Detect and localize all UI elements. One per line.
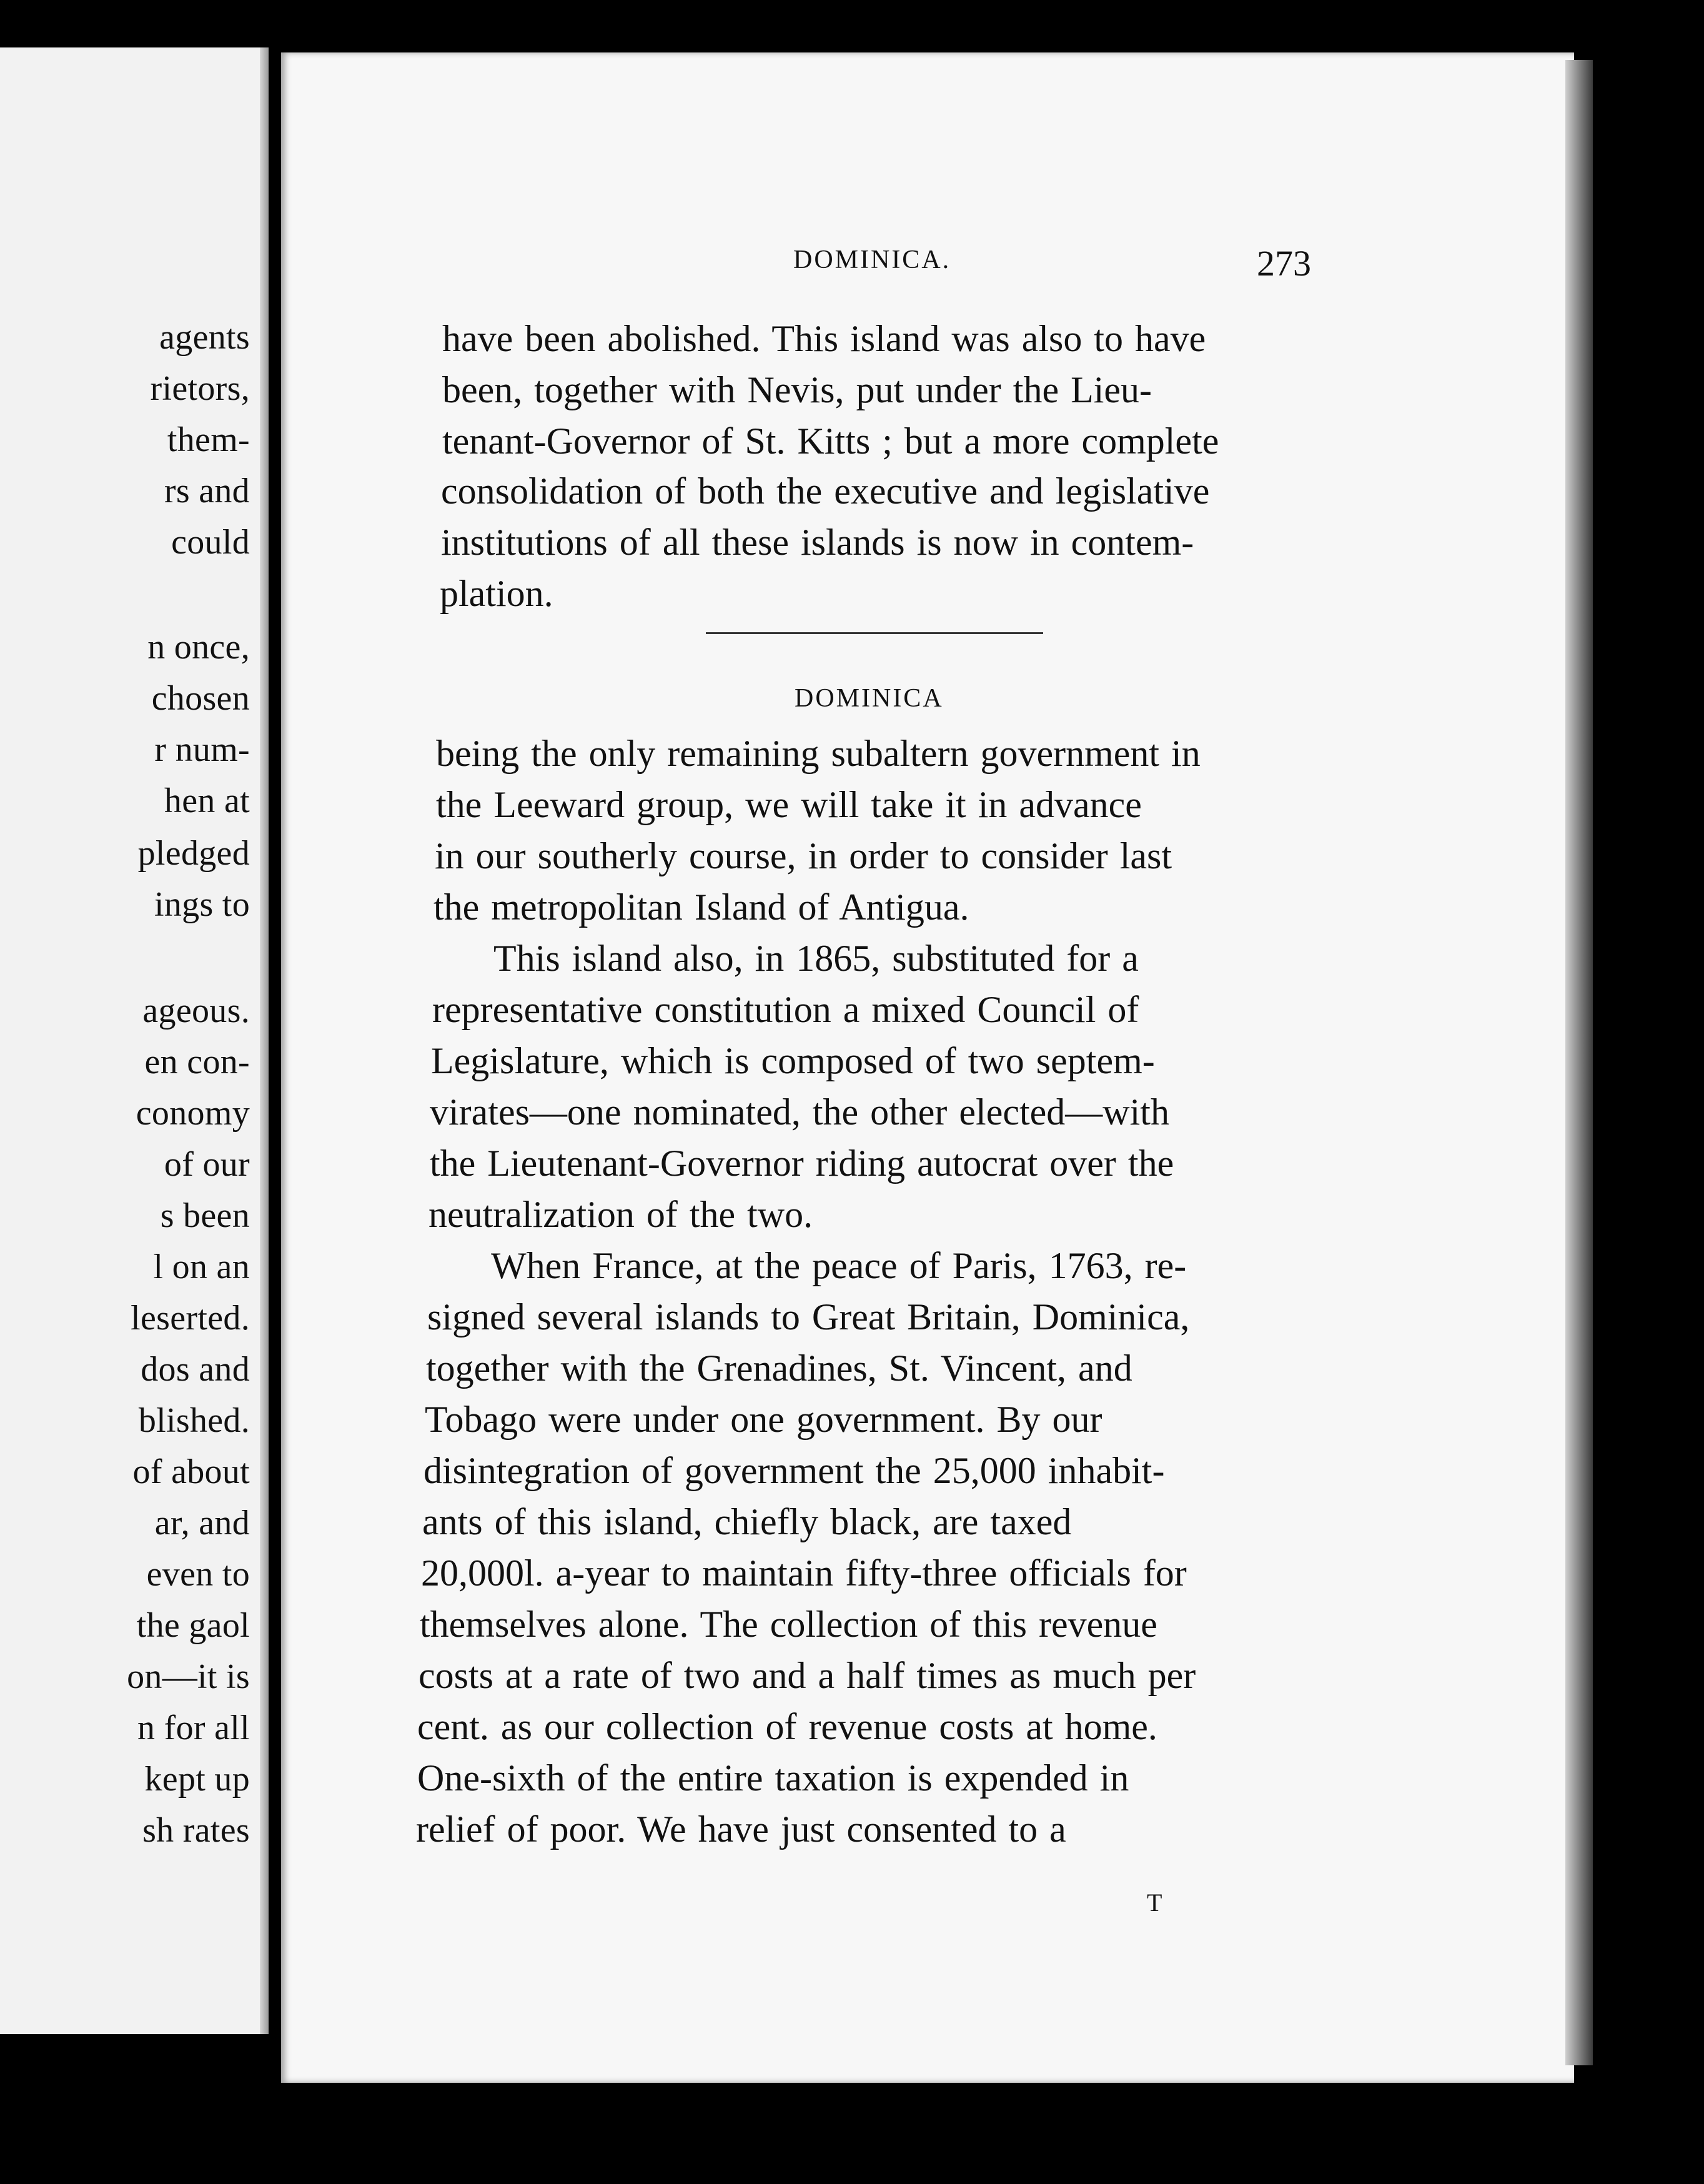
body-line: together with the Grenadines, St. Vincent, and [426, 1348, 1132, 1389]
body-line: been, together with Nevis, put under the Lieu- [442, 369, 1152, 410]
body-line: relief of poor. We have just consented to a [416, 1809, 1066, 1850]
body-line: the metropolitan Island of Antigua. [433, 886, 969, 928]
left-page-line: hen at [164, 782, 250, 820]
left-page-line: rietors, [150, 369, 250, 408]
left-page-line: s been [160, 1196, 250, 1235]
book-gutter [260, 47, 269, 2034]
left-page-line: rs and [164, 472, 250, 510]
body-line: institutions of all these islands is now in contem- [441, 522, 1194, 563]
body-line: themselves alone. The collection of this revenue [420, 1604, 1157, 1645]
body-line: tenant-Governor of St. Kitts ; but a more complete [442, 420, 1219, 462]
left-page-line: pledged [137, 834, 250, 873]
left-page-line: en con- [144, 1043, 250, 1081]
body-line: Tobago were under one government. By our [425, 1399, 1102, 1440]
body-line: When France, at the peace of Paris, 1763, re- [491, 1245, 1187, 1286]
body-line: This island also, in 1865, substituted for a [493, 938, 1139, 979]
left-page-line: n once, [147, 628, 250, 667]
body-line: representative constitution a mixed Council of [432, 989, 1139, 1030]
section-heading: DOMINICA [795, 684, 944, 713]
left-page-line: chosen [151, 679, 250, 718]
left-page-line: r num- [154, 730, 250, 769]
left-page-line: n for all [137, 1709, 250, 1747]
body-line: the Lieutenant-Governor riding autocrat over the [430, 1143, 1174, 1184]
body-line: disintegration of government the 25,000 inhabit- [424, 1450, 1165, 1491]
body-line: the Leeward group, we will take it in advance [436, 784, 1142, 825]
left-page-line: sh rates [142, 1811, 250, 1850]
body-line: consolidation of both the executive and legislative [441, 470, 1210, 512]
body-line: costs at a rate of two and a half times as much per [419, 1655, 1196, 1696]
left-page-line: on—it is [127, 1657, 250, 1696]
body-line: 20,000l. a-year to maintain fifty-three officials for [421, 1552, 1187, 1594]
body-line: being the only remaining subaltern government in [436, 733, 1201, 774]
body-line: signed several islands to Great Britain, Dominica, [427, 1296, 1190, 1338]
page-edge-shadow [1565, 60, 1593, 2065]
body-line: ants of this island, chiefly black, are taxed [422, 1501, 1072, 1542]
left-page-line: agents [159, 318, 250, 357]
left-page-line: conomy [136, 1094, 250, 1133]
body-line: in our southerly course, in order to consider last [435, 835, 1172, 876]
left-page-line: blished. [138, 1401, 250, 1440]
signature-mark: T [1147, 1889, 1162, 1917]
running-head: DOMINICA. [793, 246, 951, 274]
section-rule [706, 632, 1043, 634]
body-line: Legislature, which is composed of two septem- [431, 1040, 1155, 1081]
left-page-line: even to [146, 1555, 250, 1594]
left-page-line: of about [132, 1452, 250, 1491]
left-page-line: dos and [141, 1350, 250, 1389]
body-line: plation. [440, 573, 553, 614]
left-page-line: ageous. [142, 991, 250, 1030]
left-facing-page [0, 47, 269, 2034]
body-line: virates—one nominated, the other elected—with [430, 1091, 1169, 1133]
left-page-line: l on an [153, 1248, 250, 1286]
left-page-line: leserted. [131, 1299, 250, 1338]
left-page-line: ings to [154, 885, 250, 924]
body-line: One-sixth of the entire taxation is expended in [417, 1757, 1129, 1799]
body-line: neutralization of the two. [428, 1194, 813, 1235]
left-page-line: ar, and [154, 1504, 250, 1542]
left-page-line: could [171, 523, 250, 562]
body-line: cent. as our collection of revenue costs at home. [417, 1706, 1157, 1747]
left-page-line: of our [164, 1145, 250, 1184]
left-page-line: them- [167, 420, 250, 459]
body-line: have been abolished. This island was also to have [442, 318, 1206, 359]
left-page-line: kept up [144, 1760, 250, 1799]
left-page-line: the gaol [136, 1606, 250, 1645]
page-number: 273 [1257, 243, 1311, 284]
